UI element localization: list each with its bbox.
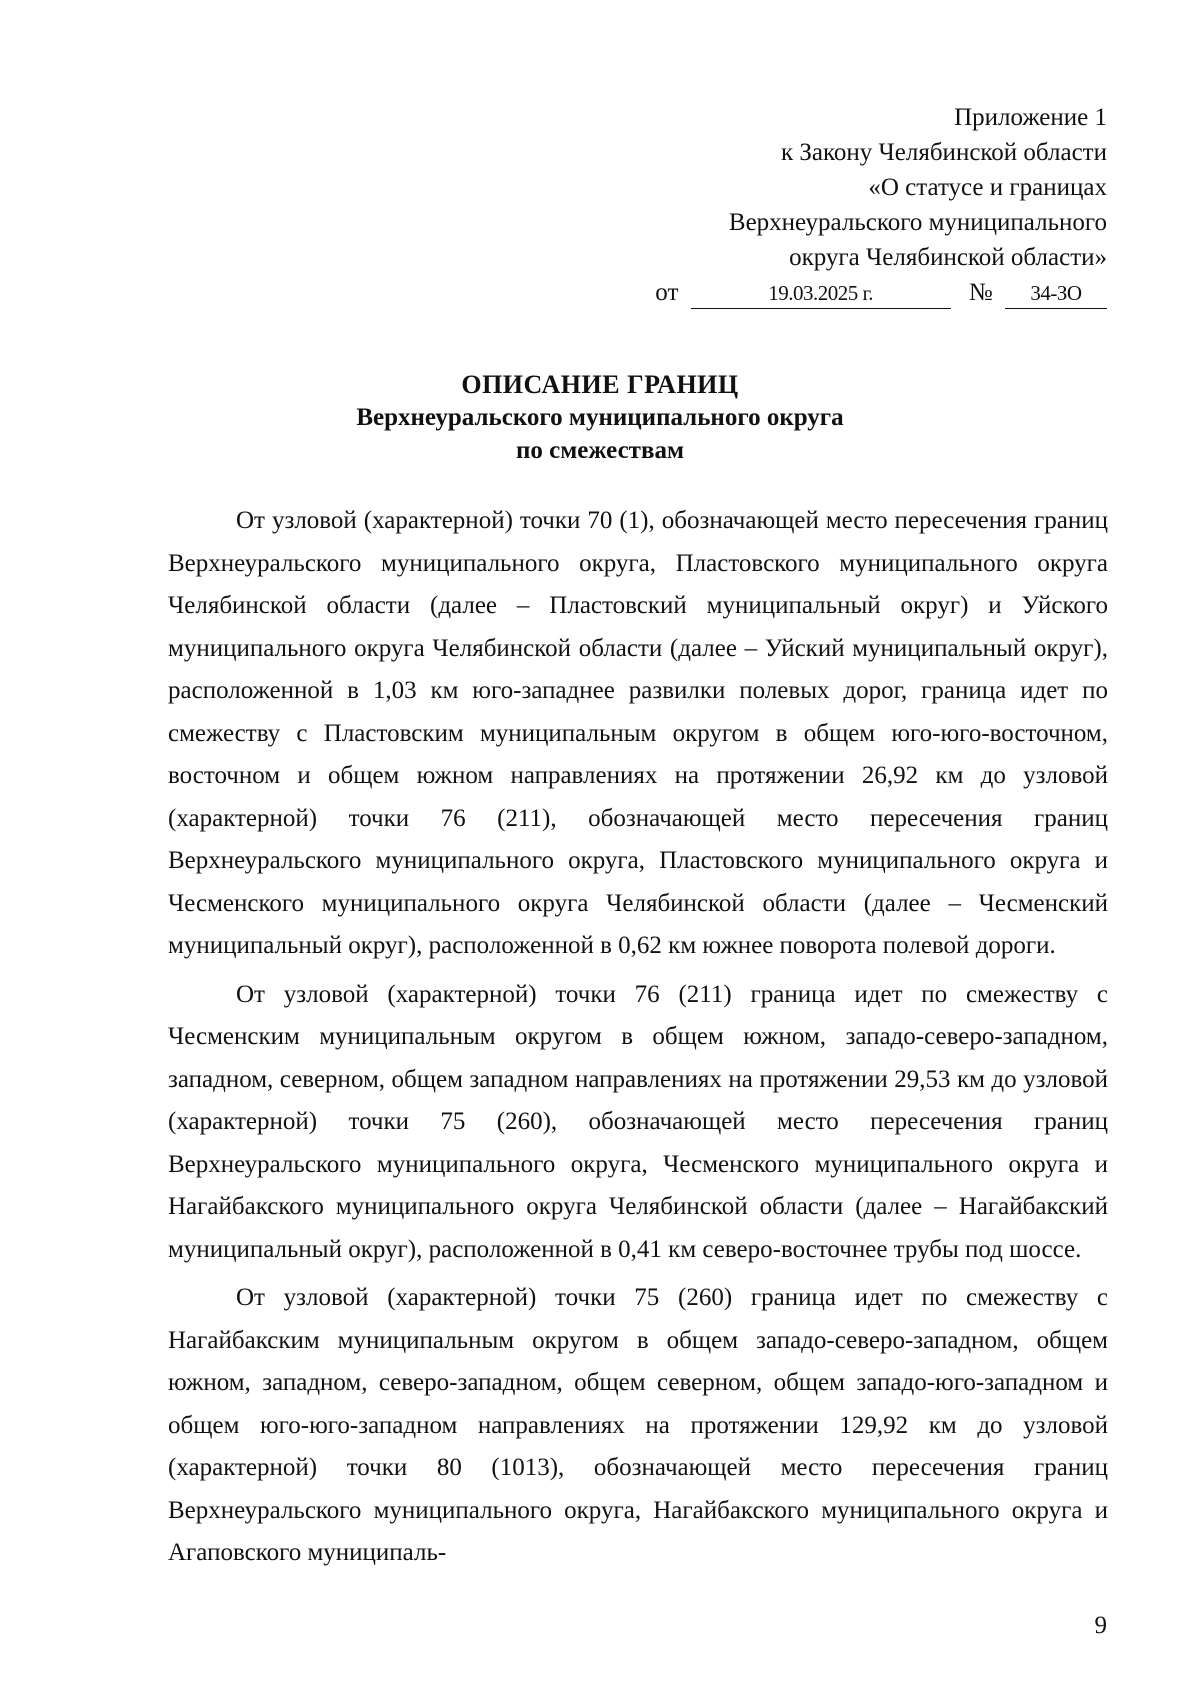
document-body xyxy=(168,500,1108,1581)
number-label: № xyxy=(968,279,993,306)
page-number: 9 xyxy=(1094,1612,1107,1639)
paragraph: От узловой (характерной) точки 70 (1), обозначающей место пересечения границ Верхнеуральского муниципального округа, Пластовского муниципального округа Челябинской области (далее – Пластовский муниципальный округ) и Уйского муниципального округа Челябинской области (далее – Уйский муниципальный округ), расположенной в 1,03 км юго-западнее развилки полевых дорог, граница идет по смежеству с Пластовским муниципальным округом в общем юго-юго-восточном, восточном и общем южном направлениях на протяжении 26,92 км до узловой (характерной) точки 76 (211), обозначающей место пересечения границ Верхнеуральского муниципального округа, Пластовского муниципального округа и Чесменского муниципального округа Челябинской области (далее – Чесменский муниципальный округ), расположенной в 0,62 км южнее поворота полевой дороги. xyxy=(168,507,1108,959)
appendix-line: Приложение 1 xyxy=(954,104,1107,131)
law-date: 19.03.2025 г. xyxy=(691,278,951,309)
title-main: ОПИСАНИЕ ГРАНИЦ xyxy=(461,370,739,399)
law-number: 34-ЗО xyxy=(1005,278,1107,309)
appendix-line: «О статусе и границах xyxy=(868,174,1107,201)
law-date-number-line xyxy=(655,275,1107,310)
paragraph: От узловой (характерной) точки 76 (211) граница идет по смежеству с Чесменским муниципальным округом в общем южном, западо-северо-западном, западном, северном, общем западном направлениях на протяжении 29,53 км до узловой (характерной) точки 75 (260), обозначающей место пересечения границ Верхнеуральского муниципального округа, Чесменского муниципального округа и Нагайбакского муниципального округа Челябинской области (далее – Нагайбакский муниципальный округ), расположенной в 0,41 км северо-восточнее трубы под шоссе. xyxy=(168,980,1108,1263)
title-line-2: Верхнеуральского муниципального округа xyxy=(356,404,844,431)
document-title xyxy=(0,368,1200,467)
appendix-line: округа Челябинской области» xyxy=(789,244,1107,271)
appendix-line: к Закону Челябинской области xyxy=(781,139,1107,166)
appendix-header xyxy=(655,100,1107,310)
from-label: от xyxy=(655,279,679,306)
appendix-line: Верхнеуральского муниципального xyxy=(728,209,1107,236)
title-line-3: по смежествам xyxy=(516,437,684,464)
paragraph: От узловой (характерной) точки 75 (260) граница идет по смежеству с Нагайбакским муниципальным округом в общем западо-северо-западном, общем южном, западном, северо-западном, общем северном, общем западо-юго-западном и общем юго-юго-западном направлениях на протяжении 129,92 км до узловой (характерной) точки 80 (1013), обозначающей место пересечения границ Верхнеуральского муниципального округа, Нагайбакского муниципального округа и Агаповского муниципаль- xyxy=(168,1284,1108,1566)
